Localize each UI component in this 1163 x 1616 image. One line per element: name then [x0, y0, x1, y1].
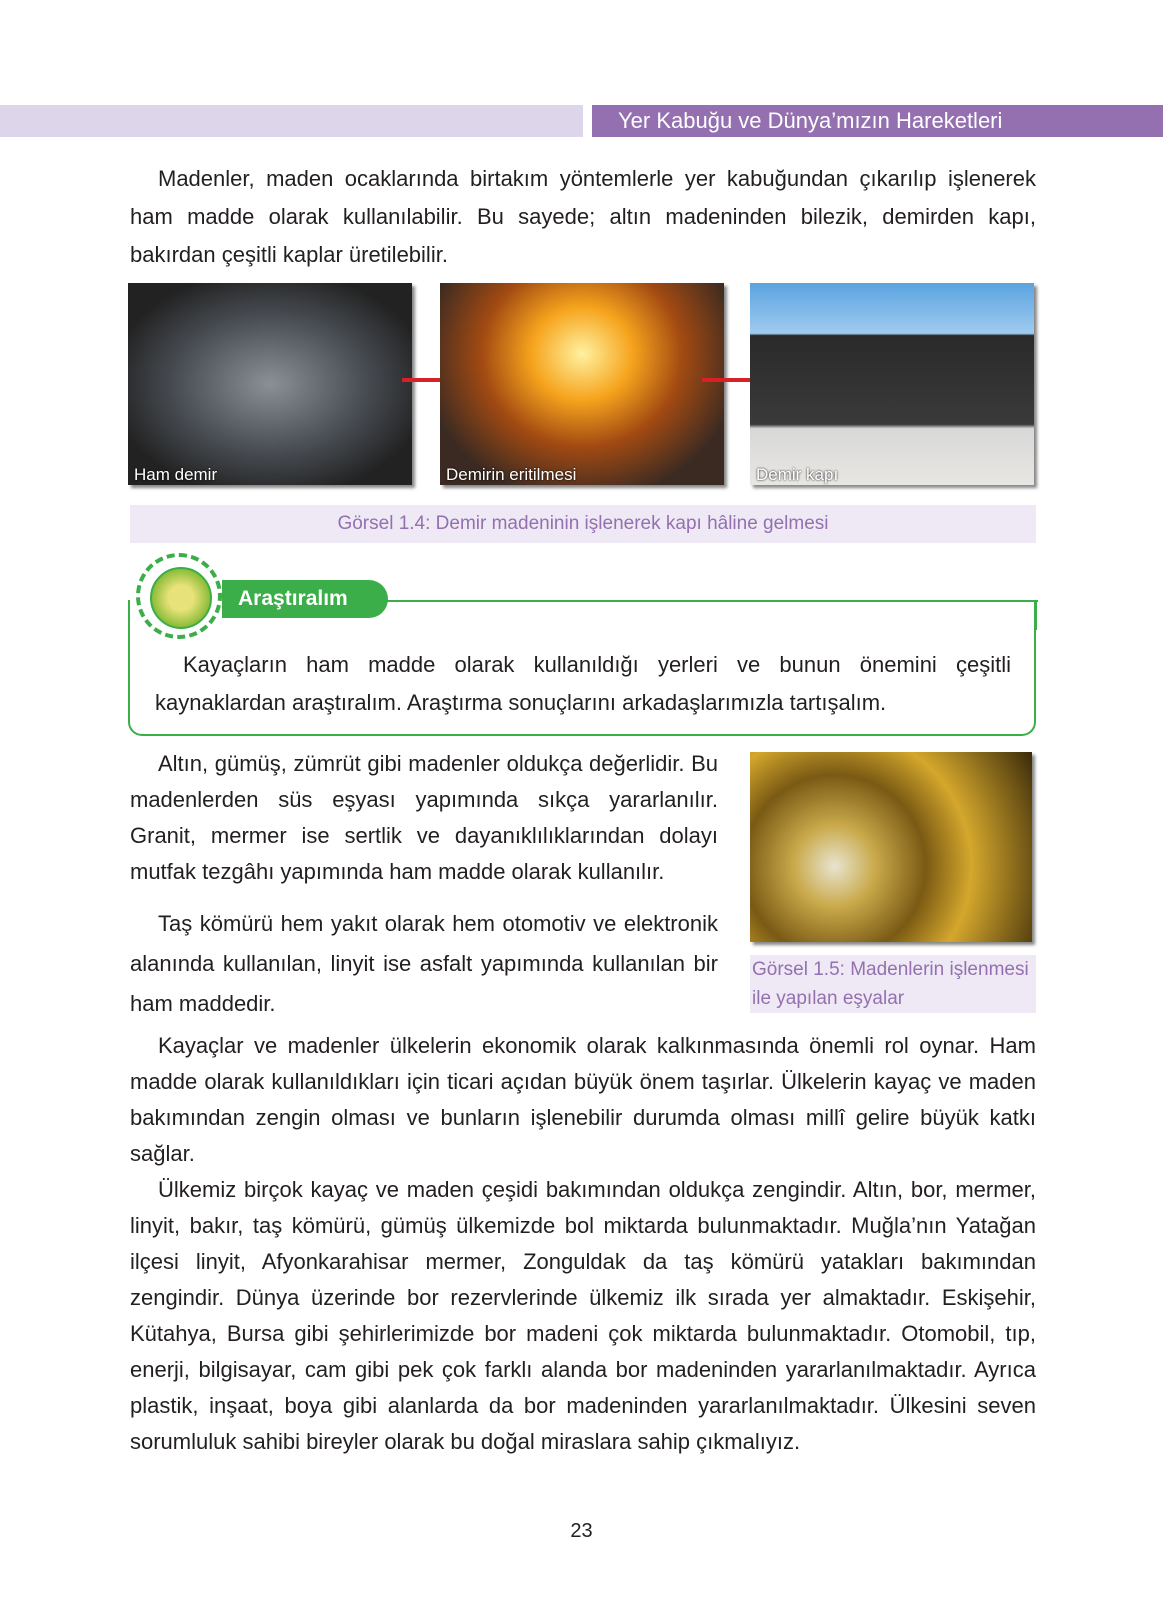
paragraph: Ülkemiz birçok kayaç ve maden çeşidi bakımından oldukça zengindir. Altın, bor, mermer, linyit, bakır, taş kömürü, gümüş ülkemizde bol miktarda bulunmaktadır. Muğla’nın Yatağan ilçesi linyit, Afyonkarahisar mermer, Zonguldak da taş kömürü yatakları bakımından zengindir. Dünya üzerinde bor rezervlerinde ülkemiz ilk sırada yer almaktadır. Eskişehir, Kütahya, Bursa gibi şehirlerimizde bor madeni çok miktarda bulunmaktadır. Otomobil, tıp, enerji, bilgisayar, cam gibi pek çok farklı alanda bor madeninden yararlanılmaktadır. Ayrıca plastik, inşaat, boya gibi alanlarda da bor madeninden yararlanılmaktadır. Ülkesini seven sorumluluk sahibi bireyler olarak bu doğal miraslara sahip çıkmalıyız. [130, 1177, 1036, 1454]
paragraph: Kayaçlar ve madenler ülkelerin ekonomik olarak kalkınmasında önemli rol oynar. Ham madde olarak kullanıldıkları için ticari açıdan büyük önem taşırlar. Ülkelerin kayaç ve maden bakımından zengin olması ve bunların işlenebilir durumda olması millî gelire büyük katkı sağlar. [130, 1033, 1036, 1166]
photo-label: Demirin eritilmesi [446, 465, 577, 484]
clock-mascot-icon [136, 553, 222, 639]
photo-melting-iron [440, 283, 724, 485]
figure-caption: Görsel 1.4: Demir madeninin işlenerek kapı hâline gelmesi [130, 505, 1036, 543]
paragraph: Madenler, maden ocaklarında birtakım yöntemlerle yer kabuğundan çıkarılıp işlenerek ham madde olarak kullanılabilir. Bu sayede; altın madeninden bilezik, demirden kapı, bakırdan çeşitli kaplar üretilebilir. [130, 166, 1036, 267]
photo-label: Demir kapı [756, 465, 839, 484]
figure-caption: Görsel 1.5: Madenlerin işlenmesi ile yapılan eşyalar [750, 955, 1036, 1013]
photo-raw-iron [128, 283, 412, 485]
photo-label: Ham demir [134, 465, 218, 484]
paragraph: Altın, gümüş, zümrüt gibi madenler oldukça değerlidir. Bu madenlerden süs eşyası yapımında sıkça yararlanılır. Granit, mermer ise sertlik ve dayanıklılıklarından dolayı mutfak tezgâhı yapımında ham madde olarak kullanılır. [130, 751, 718, 884]
photo-jewelry [750, 752, 1032, 942]
chapter-title: Yer Kabuğu ve Dünya’mızın Hareketleri [592, 105, 1163, 137]
paragraph: Taş kömürü hem yakıt olarak hem otomotiv ve elektronik alanında kullanılan, linyit ise asfalt yapımında kullanılan bir ham maddedir. [130, 911, 718, 1016]
photo-iron-gate [750, 283, 1034, 485]
divider [370, 600, 1038, 602]
divider [1035, 600, 1037, 630]
page-number: 23 [570, 1520, 593, 1542]
header-band [0, 105, 583, 137]
activity-text: Kayaçların ham madde olarak kullanıldığı yerleri ve bunun önemini çeşitli kaynaklardan araştıralım. Araştırma sonuçlarını arkadaşlarımızla tartışalım. [155, 652, 1011, 715]
activity-title: Araştıralım [222, 580, 388, 618]
